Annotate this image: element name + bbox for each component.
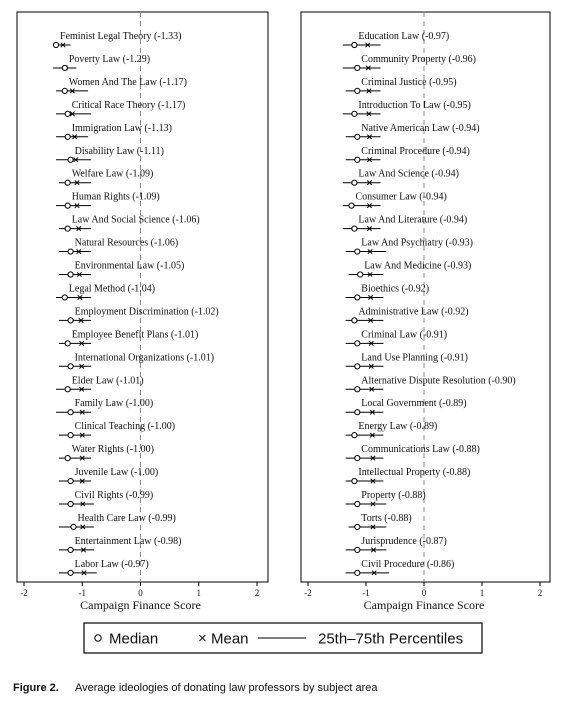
row-label: Bioethics (-0.92) [361, 283, 430, 295]
row-label: Human Rights (-1.09) [71, 191, 160, 203]
x-axis-title: Campaign Finance Score [363, 598, 485, 612]
row-label: Welfare Law (-1.09) [71, 168, 154, 180]
row-label: Immigration Law (-1.13) [71, 122, 172, 134]
data-row [346, 283, 429, 300]
row-label: Family Law (-1.00) [74, 398, 154, 410]
median-marker [68, 570, 73, 575]
caption-text: Average ideologies of donating law professors by subject area [75, 682, 378, 694]
data-row [59, 169, 153, 186]
data-row [56, 375, 144, 392]
data-row [346, 306, 469, 323]
median-marker [71, 524, 76, 529]
data-row [59, 536, 182, 553]
data-row [346, 352, 468, 369]
data-row [59, 306, 219, 323]
median-marker [65, 226, 70, 231]
data-row [346, 467, 471, 484]
data-row [349, 261, 472, 278]
median-marker [68, 272, 73, 277]
median-marker [65, 111, 70, 116]
median-marker [62, 295, 67, 300]
x-tick-label: 2 [254, 588, 260, 598]
median-marker [355, 456, 360, 461]
data-row [343, 215, 467, 232]
caption-label: Figure 2. [13, 682, 59, 694]
median-marker [349, 203, 354, 208]
x-tick-label: 1 [479, 588, 485, 598]
row-label: Legal Method (-1.04) [68, 283, 156, 295]
row-label: Law And Psychiatry (-0.93) [361, 237, 473, 249]
median-marker [62, 65, 67, 70]
data-row [56, 398, 153, 415]
row-label: Alternative Dispute Resolution (-0.90) [361, 375, 516, 387]
data-row [56, 192, 160, 209]
row-label: Labor Law (-0.97) [74, 558, 149, 570]
legend-mean-marker: × [198, 630, 207, 647]
row-label: Jurisprudence (-0.87) [361, 535, 447, 547]
median-marker [355, 570, 360, 575]
row-label: Introduction To Law (-0.95) [358, 99, 471, 111]
x-tick-label: 2 [537, 588, 543, 598]
data-row [59, 261, 184, 278]
median-marker [65, 387, 70, 392]
x-tick-label: -2 [20, 588, 28, 598]
median-marker [68, 410, 73, 415]
row-label: Intellectual Property (-0.88) [358, 467, 471, 479]
median-marker [355, 65, 360, 70]
data-row [56, 100, 185, 117]
median-marker [355, 295, 360, 300]
row-label: Critical Race Theory (-1.17) [71, 99, 186, 111]
x-tick-label: 0 [138, 588, 143, 598]
median-marker [355, 501, 360, 506]
median-marker [68, 318, 73, 323]
row-label: Local Government (-0.89) [361, 398, 467, 410]
median-marker [352, 318, 357, 323]
row-label: Natural Resources (-1.06) [74, 237, 179, 249]
data-row [346, 329, 447, 346]
data-row [59, 329, 198, 346]
row-label: Civil Procedure (-0.86) [361, 558, 455, 570]
row-label: Health Care Law (-0.99) [77, 512, 176, 524]
row-label: Employment Discrimination (-1.02) [74, 306, 219, 318]
row-label: Energy Law (-0.89) [358, 421, 438, 433]
row-label: Community Property (-0.96) [361, 53, 477, 65]
legend-mean-label: Mean [211, 630, 249, 648]
data-row [59, 238, 178, 255]
row-label: Disability Law (-1.11) [74, 145, 164, 157]
data-row [53, 31, 181, 48]
median-marker [355, 88, 360, 93]
data-row [56, 283, 155, 300]
data-row [56, 146, 164, 163]
data-row [343, 169, 459, 186]
median-marker [352, 478, 357, 483]
median-marker [355, 364, 360, 369]
legend-median-label: Median [109, 630, 159, 648]
data-row [59, 513, 176, 530]
median-marker [68, 157, 73, 162]
row-label: Torts (-0.88) [361, 512, 412, 524]
x-tick-label: 1 [196, 588, 201, 598]
row-label: Education Law (-0.97) [358, 31, 450, 42]
median-marker [352, 226, 357, 231]
row-label: Native American Law (-0.94) [361, 122, 480, 134]
left-panel [17, 12, 268, 612]
data-row [346, 238, 473, 255]
row-label: Law And Social Science (-1.06) [71, 214, 200, 226]
row-label: International Organizations (-1.01) [74, 352, 215, 364]
row-label: Law And Literature (-0.94) [358, 214, 468, 226]
median-marker [53, 42, 58, 47]
row-label: Administrative Law (-0.92) [358, 306, 469, 318]
median-marker [65, 134, 70, 139]
row-label: Consumer Law (-0.94) [355, 191, 447, 203]
data-row [346, 146, 470, 163]
data-row [343, 100, 471, 117]
median-marker [355, 157, 360, 162]
median-marker [65, 203, 70, 208]
median-marker [65, 456, 70, 461]
row-label: Juvenile Law (-1.00) [74, 467, 159, 479]
row-label: Women And The Law (-1.17) [68, 76, 187, 88]
median-marker [68, 478, 73, 483]
x-tick-label: -2 [304, 588, 312, 598]
row-label: Civil Rights (-0.99) [74, 490, 154, 501]
data-row [346, 77, 457, 94]
median-marker [62, 88, 67, 93]
data-row [56, 123, 172, 140]
row-label: Communications Law (-0.88) [361, 444, 480, 456]
data-row [59, 352, 214, 369]
x-tick-label: -1 [362, 588, 370, 598]
data-row [346, 444, 480, 461]
median-marker [68, 433, 73, 438]
legend [84, 623, 482, 653]
data-row [349, 513, 412, 530]
median-marker [352, 433, 357, 438]
row-label: Clinical Teaching (-1.00) [74, 421, 176, 433]
median-marker [355, 410, 360, 415]
median-marker [352, 111, 357, 116]
median-marker [355, 249, 360, 254]
data-row [53, 54, 150, 71]
median-marker [68, 547, 73, 552]
data-row [346, 398, 467, 415]
median-marker [65, 341, 70, 346]
median-marker [358, 272, 363, 277]
median-marker [352, 42, 357, 47]
row-label: Property (-0.88) [361, 490, 426, 501]
median-marker [355, 524, 360, 529]
right-panel [301, 12, 550, 612]
row-label: Feminist Legal Theory (-1.33) [60, 31, 182, 42]
data-row [59, 490, 153, 507]
caption [13, 682, 378, 694]
median-marker [68, 364, 73, 369]
legend-range-label: 25th–75th Percentiles [318, 630, 464, 648]
data-row [59, 421, 175, 438]
median-marker [65, 180, 70, 185]
data-row [343, 192, 447, 209]
median-marker [355, 134, 360, 139]
data-row [59, 467, 158, 484]
row-label: Criminal Law (-0.91) [361, 329, 448, 341]
x-tick-label: -1 [78, 588, 86, 598]
row-label: Poverty Law (-1.29) [68, 53, 151, 65]
row-label: Entertainment Law (-0.98) [74, 535, 182, 547]
data-row [346, 536, 447, 553]
data-row [346, 490, 426, 507]
data-row [59, 215, 200, 232]
x-axis-title: Campaign Finance Score [80, 598, 201, 612]
median-marker [68, 249, 73, 254]
row-label: Water Rights (-1.00) [71, 444, 154, 456]
data-row [59, 444, 154, 461]
median-marker [68, 501, 73, 506]
row-label: Law And Medicine (-0.93) [364, 260, 472, 272]
data-row [56, 77, 187, 94]
row-label: Environmental Law (-1.05) [74, 260, 185, 272]
median-marker [355, 547, 360, 552]
data-row [343, 54, 476, 71]
data-row [346, 375, 516, 392]
median-marker [355, 341, 360, 346]
median-marker [355, 387, 360, 392]
data-row [59, 559, 149, 576]
row-label: Criminal Procedure (-0.94) [361, 145, 470, 157]
row-label: Law And Science (-0.94) [358, 168, 459, 180]
row-label: Criminal Justice (-0.95) [361, 76, 457, 88]
median-marker [352, 180, 357, 185]
x-tick-label: 0 [421, 588, 427, 598]
row-label: Elder Law (-1.01) [71, 375, 144, 387]
data-row [346, 559, 455, 576]
row-label: Land Use Planning (-0.91) [361, 352, 468, 364]
data-row [346, 123, 480, 140]
row-label: Employee Benefit Plans (-1.01) [71, 329, 199, 341]
data-row [343, 31, 449, 48]
